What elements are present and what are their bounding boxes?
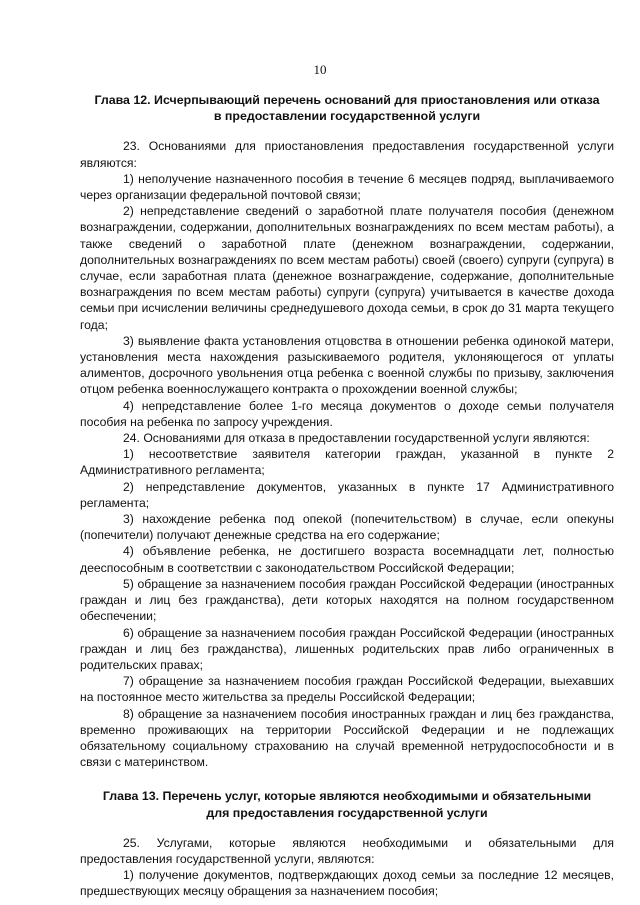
list-item: 2) непредставление сведений о заработной плате получателя пособия (денежном вознаграждении, содержании, дополнительных вознаграждениях по всем местам работы), а также сведений о заработной плате (денежном вознаграждении, содержании, дополнительных вознаграждениях по всем местам работы) своей (своего) супруги (супруга) в случае, если заработная плата (денежное вознаграждение, содержание, дополнительные вознаграждения по всем местам работы) супруги (супруга) учитывается в качестве дохода семьи при исчислении величины среднедушевого дохода семьи, в срок до 31 марта текущего года; [80, 204, 614, 332]
chapter-12-heading [80, 92, 614, 124]
list-item: 1) неполучение назначенного пособия в течение 6 месяцев подряд, выплачиваемого через организации федеральной почтовой связи; [80, 171, 614, 203]
paragraph-24: 24. Основаниями для отказа в предоставлении государственной услуги являются: [123, 431, 590, 446]
chapter-13-title-line1: Глава 13. Перечень услуг, которые являются необходимыми и обязательными [102, 789, 592, 804]
chapter-12-title-line1: Глава 12. Исчерпывающий перечень оснований для приостановления или отказа [94, 93, 600, 107]
chapter-13-section [80, 835, 614, 900]
page-number: 10 [313, 62, 327, 77]
chapter-12-section [80, 138, 614, 770]
chapter-13-heading [80, 788, 614, 820]
paragraph-25: 25. Услугами, которые являются необходимыми и обязательными для предоставления государственной услуги, являются: [80, 835, 614, 866]
list-item: 5) обращение за назначением пособия граждан Российской Федерации (иностранных граждан и лиц без гражданства), дети которых находятся на полном государственном обеспечении; [80, 576, 614, 624]
chapter-13-title-line2: для предоставления государственной услуги [206, 805, 488, 820]
list-item: 8) обращение за назначением пособия иностранных граждан и лиц без гражданства, временно проживающих на территории Российской Федерации и не подлежащих обязательному социальному страхованию на случай временной нетрудоспособности и в связи с материнством. [80, 706, 614, 770]
list-item: 1) несоответствие заявителя категории граждан, указанной в пункте 2 Административного регламента; [80, 447, 614, 478]
paragraph-23: 23. Основаниями для приостановления предоставления государственной услуги являются: [80, 139, 614, 170]
list-item: 3) нахождение ребенка под опекой (попечительством) в случае, если опекуны (попечители) получают денежные средства на его содержание; [80, 512, 614, 543]
list-item: 6) обращение за назначением пособия граждан Российской Федерации (иностранных граждан и лиц без гражданства), лишенных родительских прав либо ограниченных в родительских правах; [80, 625, 614, 672]
document-body [80, 92, 614, 900]
list-item: 4) объявление ребенка, не достигшего возраста восемнадцати лет, полностью дееспособным в соответствии с законодательством Российской Федерации; [80, 544, 614, 575]
list-item: 1) получение документов, подтверждающих доход семьи за последние 12 месяцев, предшествующих месяцу обращения за назначением пособия; [80, 868, 614, 899]
list-item: 3) выявление факта установления отцовства в отношении ребенка одинокой матери, установления места нахождения разыскиваемого родителя, уклоняющегося от уплаты алиментов, досрочного увольнения отца ребенка с военной службы по призыву, заключения отцом ребенка военнослужащего контракта о прохождении военной службы; [80, 333, 614, 397]
list-item: 4) непредставление более 1-го месяца документов о доходе семьи получателя пособия на ребенка по запросу учреждения. [80, 398, 614, 429]
list-item: 7) обращение за назначением пособия граждан Российской Федерации, выехавших на постоянное место жительства за пределы Российской Федерации; [80, 674, 614, 705]
chapter-12-title-line2: в предоставлении государственной услуги [213, 109, 481, 124]
list-item: 2) непредставление документов, указанных в пункте 17 Административного регламента; [80, 479, 614, 510]
